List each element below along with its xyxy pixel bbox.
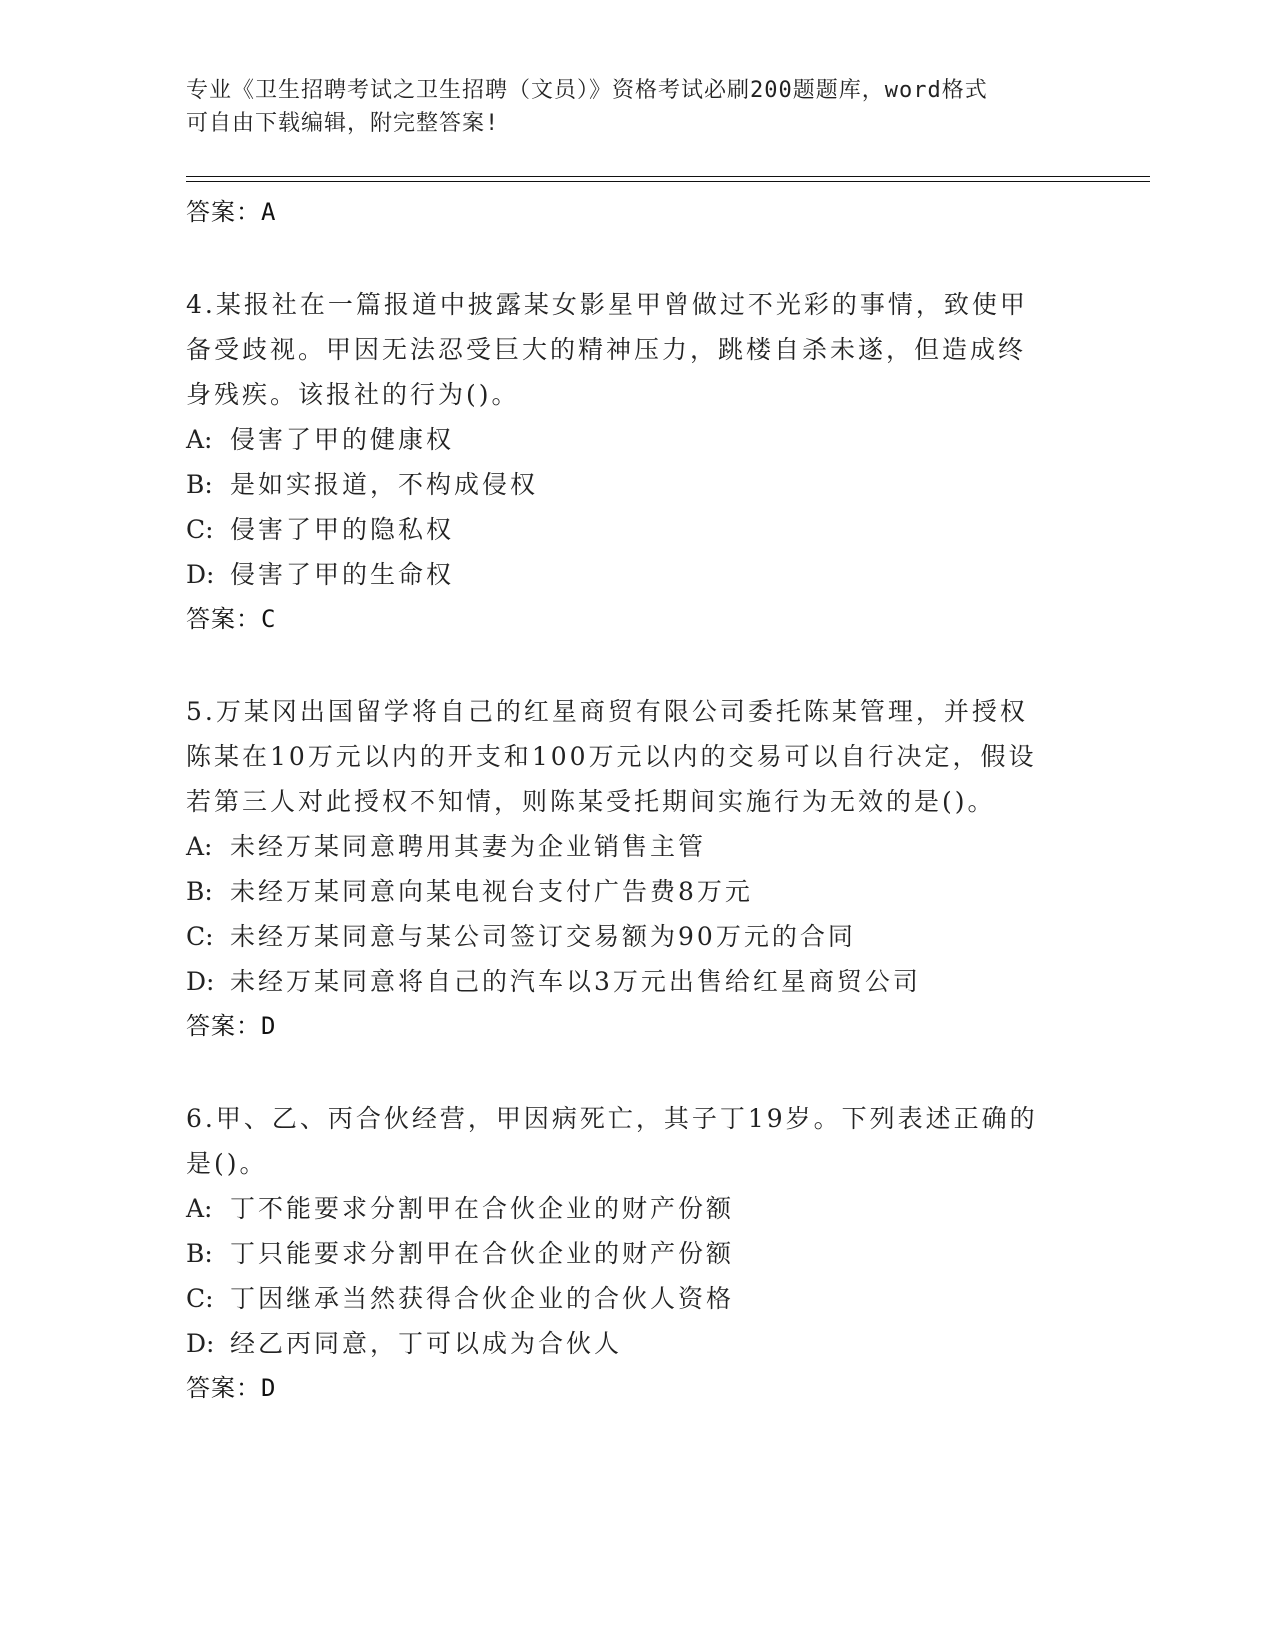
option-b bbox=[186, 462, 1086, 507]
option-text: 是如实报道，不构成侵权 bbox=[230, 470, 539, 499]
option-d bbox=[186, 1321, 1086, 1366]
option-b bbox=[186, 1231, 1086, 1276]
option-text: 经乙丙同意，丁可以成为合伙人 bbox=[230, 1329, 623, 1358]
option-c bbox=[186, 914, 1086, 959]
option-text: 丁不能要求分割甲在合伙企业的财产份额 bbox=[230, 1194, 735, 1223]
question-text bbox=[186, 689, 1086, 824]
question-line: 陈某在10万元以内的开支和100万元以内的交易可以自行决定，假设 bbox=[186, 742, 1037, 771]
header-divider bbox=[186, 176, 1150, 182]
question-line: 是()。 bbox=[186, 1149, 268, 1178]
option-text: 未经万某同意将自己的汽车以3万元出售给红星商贸公司 bbox=[230, 967, 921, 996]
page-header bbox=[186, 74, 1066, 140]
option-d bbox=[186, 552, 1086, 597]
option-text: 未经万某同意向某电视台支付广告费8万元 bbox=[230, 877, 753, 906]
option-d bbox=[186, 959, 1086, 1004]
option-text: 丁只能要求分割甲在合伙企业的财产份额 bbox=[230, 1239, 735, 1268]
option-text: 侵害了甲的生命权 bbox=[230, 560, 455, 589]
option-letter: D: bbox=[186, 560, 215, 589]
option-a bbox=[186, 824, 1086, 869]
option-letter: A: bbox=[186, 832, 213, 861]
answer-line: 答案：A bbox=[186, 198, 277, 226]
option-letter: C: bbox=[186, 515, 214, 544]
option-letter: B: bbox=[186, 1239, 213, 1268]
question-text bbox=[186, 282, 1086, 417]
question-line: 备受歧视。甲因无法忍受巨大的精神压力，跳楼自杀未遂，但造成终 bbox=[186, 335, 1027, 364]
document-body bbox=[186, 190, 1086, 1410]
option-letter: A: bbox=[186, 425, 213, 454]
answer-line: 答案：D bbox=[186, 1012, 277, 1040]
question-6 bbox=[186, 1096, 1086, 1410]
option-text: 丁因继承当然获得合伙企业的合伙人资格 bbox=[230, 1284, 735, 1313]
question-line: 5.万某冈出国留学将自己的红星商贸有限公司委托陈某管理，并授权 bbox=[186, 697, 1028, 726]
answer-line: 答案：C bbox=[186, 605, 277, 633]
option-text: 未经万某同意聘用其妻为企业销售主管 bbox=[230, 832, 707, 861]
option-c bbox=[186, 1276, 1086, 1321]
question-line: 4.某报社在一篇报道中披露某女影星甲曾做过不光彩的事情，致使甲 bbox=[186, 290, 1028, 319]
question-text bbox=[186, 1096, 1086, 1186]
header-line-1: 专业《卫生招聘考试之卫生招聘（文员）》资格考试必刷200题题库，word格式 bbox=[186, 78, 988, 103]
question-line: 6.甲、乙、丙合伙经营，甲因病死亡，其子丁19岁。下列表述正确的 bbox=[186, 1104, 1038, 1133]
header-line-2: 可自由下载编辑，附完整答案! bbox=[186, 111, 500, 136]
question-4 bbox=[186, 282, 1086, 641]
option-letter: C: bbox=[186, 922, 214, 951]
answer-line: 答案：D bbox=[186, 1374, 277, 1402]
option-letter: D: bbox=[186, 967, 215, 996]
question-5 bbox=[186, 689, 1086, 1048]
option-letter: D: bbox=[186, 1329, 215, 1358]
option-letter: B: bbox=[186, 470, 213, 499]
option-b bbox=[186, 869, 1086, 914]
option-text: 侵害了甲的健康权 bbox=[230, 425, 455, 454]
option-letter: A: bbox=[186, 1194, 213, 1223]
option-text: 侵害了甲的隐私权 bbox=[230, 515, 455, 544]
question-line: 若第三人对此授权不知情，则陈某受托期间实施行为无效的是()。 bbox=[186, 787, 996, 816]
option-text: 未经万某同意与某公司签订交易额为90万元的合同 bbox=[230, 922, 856, 951]
option-letter: B: bbox=[186, 877, 213, 906]
option-letter: C: bbox=[186, 1284, 214, 1313]
option-a bbox=[186, 417, 1086, 462]
option-a bbox=[186, 1186, 1086, 1231]
option-c bbox=[186, 507, 1086, 552]
question-line: 身残疾。该报社的行为()。 bbox=[186, 380, 520, 409]
